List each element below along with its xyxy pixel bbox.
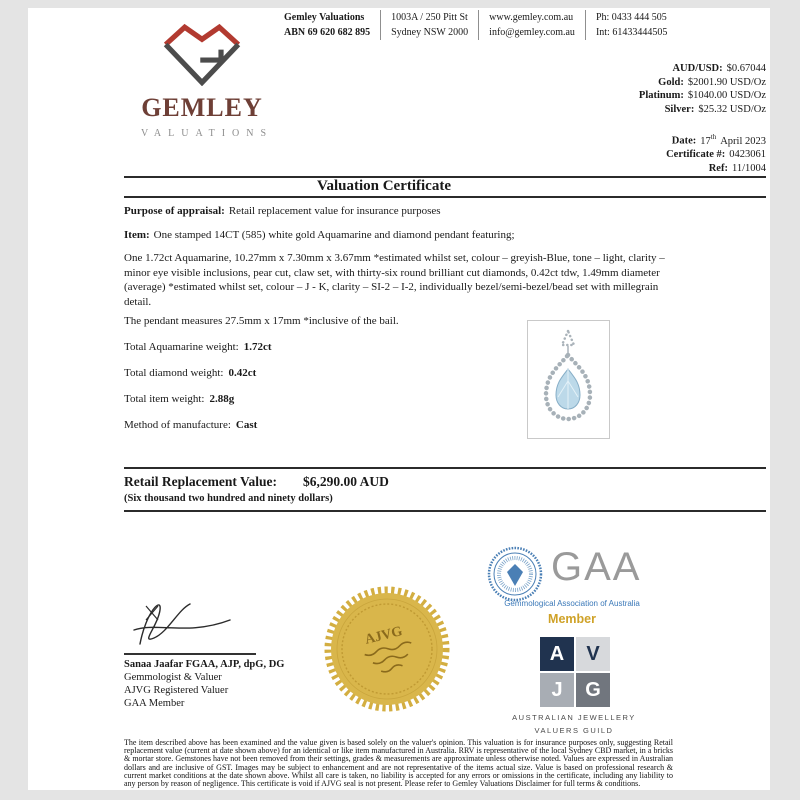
weight-line: Total item weight: 2.88g <box>124 393 235 405</box>
value-bottom-divider <box>124 510 766 512</box>
rate-row: Platinum: $1040.00 USD/Oz <box>638 90 766 101</box>
address-line2: Sydney NSW 2000 <box>391 27 469 38</box>
item-description: One 1.72ct Aquamarine, 10.27mm x 7.30mm x 3.67mm *estimated whilst set, colour – greyish-Blue, tone – light, clarity – minor eye visible inclusions, pear cut, claw set, with thirty-six round brilliant cut diamonds, 0.42ct tdw, 1.49mm diameter (average) *estimated whilst set, colour – J - K, clarity – SI-2 – I-2, individually bezel/semi-bezel/bead set with millegrain detail. <box>124 252 665 308</box>
valuer-registration: AJVG Registered Valuer <box>124 685 229 696</box>
phone: Ph: 0433 444 505 <box>595 12 667 23</box>
contact-phone-col <box>585 10 677 40</box>
signature-icon <box>126 592 238 652</box>
brand-name: GEMLEY <box>141 93 263 122</box>
email: info@gemley.com.au <box>489 27 575 38</box>
ajvg-logo <box>540 637 610 707</box>
ref-row: Ref: 11/1004 <box>708 162 766 174</box>
item-line: Item: One stamped 14CT (585) white gold Aquamarine and diamond pendant featuring; <box>124 229 515 241</box>
page-title: Valuation Certificate <box>316 178 451 194</box>
intl-phone: Int: 61433444505 <box>595 27 668 38</box>
manufacture-line: Method of manufacture: Cast <box>124 419 258 431</box>
retail-value-amount: $6,290.00 AUD <box>302 474 389 489</box>
weight-line: Total Aquamarine weight: 1.72ct <box>124 341 272 353</box>
rate-row: AUD/USD: $0.67044 <box>672 63 766 74</box>
retail-value-line: Retail Replacement Value: $6,290.00 AUD <box>124 474 389 489</box>
signature-divider <box>124 653 256 655</box>
gemley-diamond-icon <box>158 22 246 86</box>
gaa-member-label: Member <box>548 612 596 626</box>
ajvg-tile-g: G <box>576 673 610 707</box>
address-line1: 1003A / 250 Pitt St <box>391 12 468 23</box>
header-contact-block <box>284 10 677 40</box>
gaa-emblem-icon <box>486 545 544 603</box>
company-name: Gemley Valuations <box>284 12 365 23</box>
disclaimer-text: The item described above has been examined and the value given is based solely on the valuer's opinion. This valuation is for insurance purposes only, suggesting Retail replacement value (current at date shown above) for an identical or like item manufactured in Australia. RRV is representative of the local Sydney CBD market, in a bricks & mortar store. Gemstones have not been removed from their settings, grades & measurements are approximate unless otherwise noted. Values are expressed in Australian dollars and are inclusive of GST. Images may be subject to enhancement and are not representative of the items actual size. Value is based on professional research & current market conditions at the date shown above. Whilst all care is taken, no liability is accepted for any errors or omissions in the certificate, including any liability to any person by reason of negligence. This certificate is void if AJVG seal is not present. Please refer to Gemley Valuations Disclaimer for full terms & conditions. <box>124 738 673 789</box>
purpose-line: Purpose of appraisal: Retail replacement value for insurance purposes <box>124 205 441 217</box>
metal-rates-block <box>639 62 766 116</box>
contact-address-col <box>380 10 478 40</box>
company-abn: ABN 69 620 682 895 <box>284 27 371 38</box>
ajvg-tile-v: V <box>576 637 610 671</box>
gaa-association-name: Gemmological Association of Australia <box>504 599 640 608</box>
certificate-meta-block <box>666 131 766 175</box>
ajvg-tile-a: A <box>540 637 574 671</box>
weight-line: Total diamond weight: 0.42ct <box>124 367 257 379</box>
ajvg-tile-j: J <box>540 673 574 707</box>
ajvg-guild-name-line2: VALUERS GUILD <box>534 726 614 735</box>
valuer-name: Sanaa Jaafar FGAA, AJP, dpG, DG <box>124 659 285 670</box>
valuer-role: Gemmologist & Valuer <box>124 672 222 683</box>
gemley-logo <box>136 22 274 139</box>
rate-row: Silver: $25.32 USD/Oz <box>664 103 766 115</box>
seal-text: AJVG <box>363 624 405 648</box>
retail-value-words: (Six thousand two hundred and ninety dollars) <box>124 493 333 504</box>
gold-seal-icon <box>316 583 458 715</box>
valuer-membership: GAA Member <box>124 698 185 709</box>
contact-company-col <box>284 10 380 40</box>
pendant-photo <box>527 320 610 439</box>
gaa-acronym: GAA <box>551 545 642 589</box>
title-bottom-divider <box>124 196 766 198</box>
date-row: Date: 17th April 2023 <box>671 133 766 147</box>
website: www.gemley.com.au <box>489 12 574 23</box>
certificate-number-row: Certificate #: 0423061 <box>666 149 766 160</box>
value-top-divider <box>124 467 766 469</box>
brand-tagline: VALUATIONS <box>141 128 274 139</box>
pendant-image-icon <box>528 321 609 438</box>
rate-row: Gold: $2001.90 USD/Oz <box>658 76 766 88</box>
ajvg-guild-name-line1: AUSTRALIAN JEWELLERY <box>512 713 636 722</box>
contact-web-col <box>478 10 585 40</box>
measurement-line: The pendant measures 27.5mm x 17mm *inclusive of the bail. <box>124 315 399 327</box>
